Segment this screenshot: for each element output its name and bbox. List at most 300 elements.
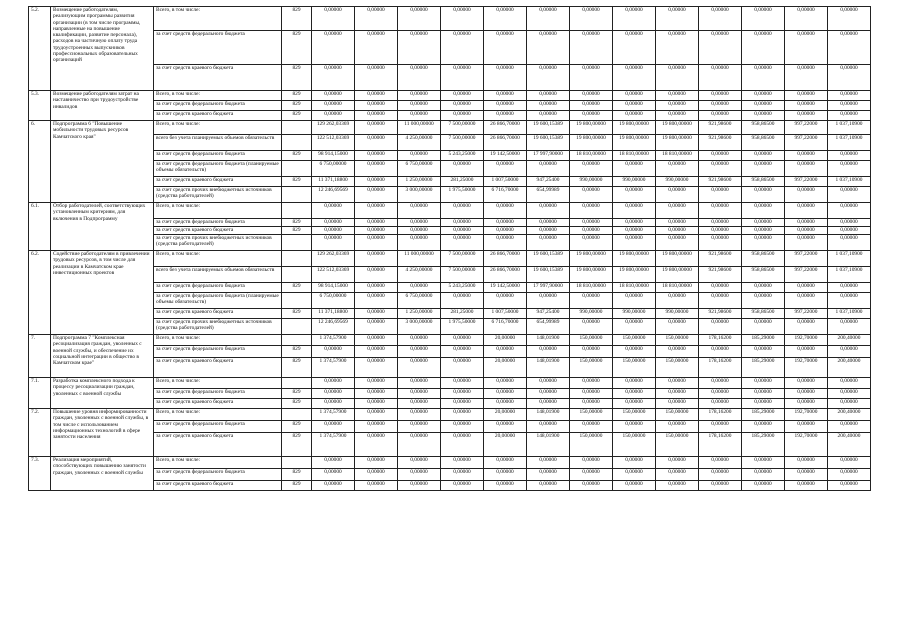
grbs-code: 829 xyxy=(282,421,312,433)
amount-cell: 0,00000 xyxy=(441,469,484,481)
amount-cell: 0,00000 xyxy=(527,101,570,111)
section-name: Реализация мероприятий, способствующих повышению занятости граждан, уволенных с военной службы xyxy=(51,457,154,491)
grbs-code xyxy=(282,378,312,389)
amount-cell: 0,00000 xyxy=(699,187,742,203)
amount-cell: 0,00000 xyxy=(742,65,785,91)
amount-cell: 0,00000 xyxy=(656,111,699,121)
funding-source: за счет средств прочих внебюджетных источников (средства работодателей) xyxy=(154,235,282,251)
amount-cell: 200,40000 xyxy=(828,335,871,346)
amount-cell: 997,22000 xyxy=(785,135,828,151)
grbs-code: 829 xyxy=(282,399,312,409)
amount-cell: 0,00000 xyxy=(613,481,656,491)
amount-cell: 0,00000 xyxy=(441,7,484,31)
amount-cell: 3 000,00000 xyxy=(398,187,441,203)
amount-cell: 0,00000 xyxy=(570,469,613,481)
amount-cell: 0,00000 xyxy=(441,481,484,491)
grbs-code xyxy=(282,267,312,283)
amount-cell: 19 800,00000 xyxy=(656,135,699,151)
amount-cell: 0,00000 xyxy=(785,283,828,293)
amount-cell: 0,00000 xyxy=(312,7,355,31)
amount-cell: 0,00000 xyxy=(613,469,656,481)
amount-cell: 0,00000 xyxy=(656,91,699,101)
amount-cell: 0,00000 xyxy=(785,219,828,227)
amount-cell: 0,00000 xyxy=(312,219,355,227)
amount-cell: 6 716,70000 xyxy=(484,187,527,203)
amount-cell: 0,00000 xyxy=(484,91,527,101)
amount-cell: 921,98600 xyxy=(699,267,742,283)
amount-cell: 122 512,03369 xyxy=(312,135,355,151)
amount-cell: 26 866,70000 xyxy=(484,267,527,283)
amount-cell: 19 600,15389 xyxy=(527,267,570,283)
amount-cell: 0,00000 xyxy=(484,31,527,65)
amount-cell: 0,00000 xyxy=(355,421,398,433)
amount-cell: 0,00000 xyxy=(785,111,828,121)
section-name: Разработка комплексного подхода к процессу ресоциализации граждан, уволенных с военной службы xyxy=(51,378,154,409)
amount-cell: 0,00000 xyxy=(785,7,828,31)
amount-cell: 0,00000 xyxy=(828,421,871,433)
table-row xyxy=(29,267,871,283)
amount-cell: 0,00000 xyxy=(441,421,484,433)
amount-cell: 178,16200 xyxy=(699,358,742,378)
amount-cell: 1 374,57900 xyxy=(312,358,355,378)
amount-cell: 0,00000 xyxy=(570,7,613,31)
amount-cell: 0,00000 xyxy=(742,346,785,358)
amount-cell: 0,00000 xyxy=(785,469,828,481)
table-row xyxy=(29,187,871,203)
amount-cell: 0,00000 xyxy=(484,346,527,358)
section-code: 7. xyxy=(29,335,51,378)
amount-cell: 0,00000 xyxy=(570,101,613,111)
amount-cell: 0,00000 xyxy=(699,481,742,491)
funding-source: за счет средств федерального бюджета xyxy=(154,31,282,65)
amount-cell: 0,00000 xyxy=(441,101,484,111)
funding-source: Всего, в том числе: xyxy=(154,409,282,421)
amount-cell: 0,00000 xyxy=(785,235,828,251)
funding-source: за счет средств федерального бюджета xyxy=(154,389,282,399)
amount-cell: 148,01900 xyxy=(527,335,570,346)
amount-cell: 0,00000 xyxy=(656,235,699,251)
amount-cell: 6 716,70000 xyxy=(484,319,527,335)
budget-table xyxy=(28,6,871,491)
table-row xyxy=(29,135,871,151)
amount-cell: 19 142,50000 xyxy=(484,151,527,161)
amount-cell: 185,29000 xyxy=(742,358,785,378)
amount-cell: 0,00000 xyxy=(527,235,570,251)
amount-cell: 0,00000 xyxy=(656,187,699,203)
funding-source: за счет средств федерального бюджета xyxy=(154,421,282,433)
amount-cell: 122 512,03369 xyxy=(312,267,355,283)
amount-cell: 0,00000 xyxy=(742,389,785,399)
amount-cell: 148,01900 xyxy=(527,358,570,378)
amount-cell: 0,00000 xyxy=(742,227,785,235)
amount-cell: 0,00000 xyxy=(613,457,656,469)
amount-cell: 0,00000 xyxy=(484,389,527,399)
section-name: Подпрограмма 7 "Комплексная ресоциализация граждан, уволенных с военной службы, и обеспечение их социальной интеграции в общество в Камчатском крае" xyxy=(51,335,154,378)
amount-cell: 150,00000 xyxy=(656,335,699,346)
amount-cell: 0,00000 xyxy=(398,91,441,101)
amount-cell: 98 914,15000 xyxy=(312,151,355,161)
amount-cell: 1 037,10900 xyxy=(828,251,871,267)
amount-cell: 0,00000 xyxy=(355,203,398,219)
amount-cell: 0,00000 xyxy=(355,91,398,101)
amount-cell: 0,00000 xyxy=(656,481,699,491)
amount-cell: 0,00000 xyxy=(527,31,570,65)
grbs-code: 829 xyxy=(282,469,312,481)
amount-cell: 0,00000 xyxy=(785,65,828,91)
amount-cell: 4 250,00000 xyxy=(398,135,441,151)
amount-cell: 0,00000 xyxy=(785,31,828,65)
grbs-code: 829 xyxy=(282,65,312,91)
amount-cell: 0,00000 xyxy=(527,378,570,389)
amount-cell: 1 975,50000 xyxy=(441,187,484,203)
amount-cell: 0,00000 xyxy=(527,203,570,219)
table-row xyxy=(29,319,871,335)
amount-cell: 0,00000 xyxy=(828,65,871,91)
amount-cell: 0,00000 xyxy=(441,346,484,358)
amount-cell: 0,00000 xyxy=(699,421,742,433)
amount-cell: 0,00000 xyxy=(828,227,871,235)
amount-cell: 990,00000 xyxy=(613,309,656,319)
table-row xyxy=(29,389,871,399)
funding-source: за счет средств краевого бюджета xyxy=(154,358,282,378)
amount-cell: 0,00000 xyxy=(656,161,699,177)
section-name: Возмещение работодателям, реализующим программы развития организации (в том числе программы, направленные на повышение квалификации, развитие персонала), расходов на частичную оплату труда трудоустроенных выпускников профессиональных образовательных организаций xyxy=(51,7,154,91)
table-row xyxy=(29,101,871,111)
amount-cell: 0,00000 xyxy=(355,335,398,346)
section-code: 5.2. xyxy=(29,7,51,91)
amount-cell: 0,00000 xyxy=(613,389,656,399)
amount-cell: 20,00000 xyxy=(484,358,527,378)
amount-cell: 0,00000 xyxy=(828,151,871,161)
amount-cell: 0,00000 xyxy=(828,283,871,293)
amount-cell: 0,00000 xyxy=(398,399,441,409)
amount-cell: 19 800,00000 xyxy=(613,267,656,283)
section-code: 7.1. xyxy=(29,378,51,409)
amount-cell: 0,00000 xyxy=(656,219,699,227)
funding-source: за счет средств федерального бюджета xyxy=(154,283,282,293)
amount-cell: 0,00000 xyxy=(785,346,828,358)
amount-cell: 0,00000 xyxy=(355,251,398,267)
amount-cell: 0,00000 xyxy=(355,409,398,421)
amount-cell: 20,00000 xyxy=(484,335,527,346)
amount-cell: 0,00000 xyxy=(398,389,441,399)
table-row xyxy=(29,335,871,346)
amount-cell: 0,00000 xyxy=(484,65,527,91)
amount-cell: 0,00000 xyxy=(312,457,355,469)
amount-cell: 0,00000 xyxy=(527,481,570,491)
amount-cell: 281,25000 xyxy=(441,177,484,187)
table-row xyxy=(29,91,871,101)
amount-cell: 0,00000 xyxy=(785,161,828,177)
amount-cell: 17 997,90000 xyxy=(527,151,570,161)
funding-source: Всего, в том числе: xyxy=(154,121,282,135)
amount-cell: 185,29000 xyxy=(742,335,785,346)
amount-cell: 0,00000 xyxy=(312,346,355,358)
amount-cell: 0,00000 xyxy=(398,409,441,421)
table-row xyxy=(29,227,871,235)
amount-cell: 19 600,15389 xyxy=(527,135,570,151)
amount-cell: 18 810,00000 xyxy=(570,283,613,293)
grbs-code: 829 xyxy=(282,358,312,378)
amount-cell: 150,00000 xyxy=(656,358,699,378)
amount-cell: 0,00000 xyxy=(742,283,785,293)
amount-cell: 0,00000 xyxy=(656,469,699,481)
amount-cell: 0,00000 xyxy=(441,409,484,421)
amount-cell: 0,00000 xyxy=(828,293,871,309)
amount-cell: 0,00000 xyxy=(656,65,699,91)
amount-cell: 0,00000 xyxy=(312,481,355,491)
amount-cell: 0,00000 xyxy=(613,91,656,101)
amount-cell: 0,00000 xyxy=(355,399,398,409)
amount-cell: 0,00000 xyxy=(699,389,742,399)
amount-cell: 0,00000 xyxy=(828,378,871,389)
amount-cell: 0,00000 xyxy=(527,469,570,481)
amount-cell: 3 000,00000 xyxy=(398,319,441,335)
amount-cell: 0,00000 xyxy=(441,227,484,235)
amount-cell: 0,00000 xyxy=(828,219,871,227)
amount-cell: 150,00000 xyxy=(656,433,699,457)
funding-source: за счет средств прочих внебюджетных источников (средства работодателей) xyxy=(154,319,282,335)
amount-cell: 0,00000 xyxy=(570,219,613,227)
grbs-code xyxy=(282,121,312,135)
amount-cell: 129 262,03369 xyxy=(312,251,355,267)
amount-cell: 19 800,00000 xyxy=(656,121,699,135)
table-row xyxy=(29,481,871,491)
amount-cell: 0,00000 xyxy=(828,91,871,101)
funding-source: Всего, в том числе: xyxy=(154,378,282,389)
amount-cell: 0,00000 xyxy=(355,177,398,187)
grbs-code xyxy=(282,251,312,267)
amount-cell: 1 250,00000 xyxy=(398,309,441,319)
section-code: 6.2. xyxy=(29,251,51,335)
amount-cell: 185,29000 xyxy=(742,409,785,421)
amount-cell: 0,00000 xyxy=(570,91,613,101)
amount-cell: 0,00000 xyxy=(398,378,441,389)
amount-cell: 0,00000 xyxy=(828,31,871,65)
amount-cell: 0,00000 xyxy=(441,389,484,399)
grbs-code: 829 xyxy=(282,389,312,399)
amount-cell: 0,00000 xyxy=(699,7,742,31)
amount-cell: 0,00000 xyxy=(828,319,871,335)
amount-cell: 0,00000 xyxy=(699,469,742,481)
amount-cell: 0,00000 xyxy=(398,457,441,469)
amount-cell: 0,00000 xyxy=(355,457,398,469)
table-row xyxy=(29,378,871,389)
amount-cell: 192,70000 xyxy=(785,358,828,378)
amount-cell: 1 037,10900 xyxy=(828,135,871,151)
grbs-code: 829 xyxy=(282,219,312,227)
funding-source: за счет средств прочих внебюджетных источников (средства работодателей) xyxy=(154,187,282,203)
amount-cell: 12 246,69569 xyxy=(312,319,355,335)
grbs-code: 829 xyxy=(282,91,312,101)
funding-source: за счет средств краевого бюджета xyxy=(154,399,282,409)
amount-cell: 0,00000 xyxy=(355,346,398,358)
amount-cell: 0,00000 xyxy=(785,399,828,409)
amount-cell: 0,00000 xyxy=(699,378,742,389)
amount-cell: 0,00000 xyxy=(656,389,699,399)
table-row xyxy=(29,346,871,358)
amount-cell: 19 800,00000 xyxy=(613,121,656,135)
table-row xyxy=(29,293,871,309)
amount-cell: 990,00000 xyxy=(570,177,613,187)
funding-source: за счет средств краевого бюджета xyxy=(154,177,282,187)
amount-cell: 0,00000 xyxy=(785,389,828,399)
amount-cell: 0,00000 xyxy=(613,187,656,203)
amount-cell: 0,00000 xyxy=(441,235,484,251)
table-row xyxy=(29,309,871,319)
amount-cell: 18 810,00000 xyxy=(613,151,656,161)
amount-cell: 0,00000 xyxy=(828,481,871,491)
grbs-code: 829 xyxy=(282,7,312,31)
amount-cell: 0,00000 xyxy=(312,235,355,251)
amount-cell: 0,00000 xyxy=(527,111,570,121)
amount-cell: 0,00000 xyxy=(570,319,613,335)
amount-cell: 0,00000 xyxy=(441,457,484,469)
funding-source: всего без учета планируемых объемов обязательств xyxy=(154,267,282,283)
amount-cell: 1 007,50000 xyxy=(484,177,527,187)
amount-cell: 0,00000 xyxy=(355,378,398,389)
amount-cell: 0,00000 xyxy=(570,227,613,235)
amount-cell: 0,00000 xyxy=(742,293,785,309)
amount-cell: 0,00000 xyxy=(699,151,742,161)
amount-cell: 150,00000 xyxy=(570,358,613,378)
amount-cell: 0,00000 xyxy=(527,346,570,358)
amount-cell: 0,00000 xyxy=(613,227,656,235)
table-row xyxy=(29,469,871,481)
amount-cell: 11 000,00000 xyxy=(398,121,441,135)
amount-cell: 0,00000 xyxy=(355,267,398,283)
amount-cell: 0,00000 xyxy=(785,151,828,161)
amount-cell: 0,00000 xyxy=(570,389,613,399)
amount-cell: 20,00000 xyxy=(484,433,527,457)
table-row xyxy=(29,111,871,121)
amount-cell: 0,00000 xyxy=(398,283,441,293)
amount-cell: 19 800,00000 xyxy=(613,251,656,267)
amount-cell: 0,00000 xyxy=(742,378,785,389)
grbs-code xyxy=(282,187,312,203)
amount-cell: 1 250,00000 xyxy=(398,177,441,187)
amount-cell: 0,00000 xyxy=(398,219,441,227)
amount-cell: 0,00000 xyxy=(484,469,527,481)
grbs-code: 829 xyxy=(282,283,312,293)
amount-cell: 7 500,00000 xyxy=(441,121,484,135)
amount-cell: 0,00000 xyxy=(398,358,441,378)
table-row xyxy=(29,161,871,177)
amount-cell: 19 800,00000 xyxy=(570,251,613,267)
amount-cell: 0,00000 xyxy=(355,65,398,91)
amount-cell: 0,00000 xyxy=(570,457,613,469)
amount-cell: 0,00000 xyxy=(355,161,398,177)
grbs-code: 829 xyxy=(282,227,312,235)
amount-cell: 0,00000 xyxy=(527,7,570,31)
amount-cell: 0,00000 xyxy=(484,399,527,409)
amount-cell: 0,00000 xyxy=(570,378,613,389)
amount-cell: 0,00000 xyxy=(312,227,355,235)
amount-cell: 0,00000 xyxy=(742,421,785,433)
amount-cell: 0,00000 xyxy=(699,219,742,227)
amount-cell: 0,00000 xyxy=(312,31,355,65)
amount-cell: 200,40000 xyxy=(828,433,871,457)
amount-cell: 0,00000 xyxy=(742,235,785,251)
amount-cell: 0,00000 xyxy=(484,481,527,491)
amount-cell: 0,00000 xyxy=(828,187,871,203)
funding-source: за счет средств федерального бюджета xyxy=(154,469,282,481)
amount-cell: 7 500,00000 xyxy=(441,267,484,283)
section-name: Подпрограмма 6 "Повышение мобильности трудовых ресурсов Камчатского края" xyxy=(51,121,154,203)
amount-cell: 150,00000 xyxy=(613,409,656,421)
amount-cell: 0,00000 xyxy=(441,91,484,101)
section-code: 6.1. xyxy=(29,203,51,251)
amount-cell: 178,16200 xyxy=(699,335,742,346)
amount-cell: 921,98600 xyxy=(699,309,742,319)
amount-cell: 0,00000 xyxy=(785,481,828,491)
amount-cell: 0,00000 xyxy=(441,219,484,227)
amount-cell: 990,00000 xyxy=(570,309,613,319)
amount-cell: 0,00000 xyxy=(828,7,871,31)
amount-cell: 0,00000 xyxy=(613,399,656,409)
amount-cell: 958,86500 xyxy=(742,177,785,187)
amount-cell: 1 037,10900 xyxy=(828,121,871,135)
amount-cell: 0,00000 xyxy=(656,457,699,469)
amount-cell: 0,00000 xyxy=(828,346,871,358)
amount-cell: 150,00000 xyxy=(613,358,656,378)
amount-cell: 0,00000 xyxy=(355,151,398,161)
amount-cell: 0,00000 xyxy=(355,31,398,65)
table-row xyxy=(29,65,871,91)
table-row xyxy=(29,203,871,219)
amount-cell: 0,00000 xyxy=(484,227,527,235)
amount-cell: 0,00000 xyxy=(656,399,699,409)
amount-cell: 0,00000 xyxy=(742,101,785,111)
amount-cell: 0,00000 xyxy=(484,421,527,433)
amount-cell: 0,00000 xyxy=(484,293,527,309)
amount-cell: 11 371,18800 xyxy=(312,177,355,187)
table-row xyxy=(29,358,871,378)
amount-cell: 0,00000 xyxy=(312,101,355,111)
amount-cell: 921,98600 xyxy=(699,135,742,151)
amount-cell: 0,00000 xyxy=(355,7,398,31)
amount-cell: 0,00000 xyxy=(355,283,398,293)
amount-cell: 0,00000 xyxy=(398,7,441,31)
amount-cell: 0,00000 xyxy=(656,203,699,219)
amount-cell: 11 000,00000 xyxy=(398,251,441,267)
amount-cell: 0,00000 xyxy=(441,161,484,177)
amount-cell: 5 243,25000 xyxy=(441,151,484,161)
amount-cell: 18 810,00000 xyxy=(570,151,613,161)
amount-cell: 0,00000 xyxy=(570,481,613,491)
amount-cell: 0,00000 xyxy=(527,399,570,409)
table-row xyxy=(29,7,871,31)
amount-cell: 200,40000 xyxy=(828,409,871,421)
amount-cell: 0,00000 xyxy=(355,433,398,457)
grbs-code xyxy=(282,161,312,177)
amount-cell: 921,98600 xyxy=(699,177,742,187)
amount-cell: 0,00000 xyxy=(355,358,398,378)
amount-cell: 0,00000 xyxy=(742,399,785,409)
amount-cell: 1 374,57900 xyxy=(312,433,355,457)
amount-cell: 990,00000 xyxy=(613,177,656,187)
table-row xyxy=(29,409,871,421)
grbs-code: 829 xyxy=(282,151,312,161)
grbs-code xyxy=(282,335,312,346)
amount-cell: 150,00000 xyxy=(570,433,613,457)
amount-cell: 997,22000 xyxy=(785,121,828,135)
section-name: Возмещение работодателям затрат на наставничество при трудоустройстве инвалидов xyxy=(51,91,154,121)
amount-cell: 0,00000 xyxy=(613,7,656,31)
amount-cell: 0,00000 xyxy=(527,227,570,235)
amount-cell: 0,00000 xyxy=(828,399,871,409)
amount-cell: 0,00000 xyxy=(742,111,785,121)
